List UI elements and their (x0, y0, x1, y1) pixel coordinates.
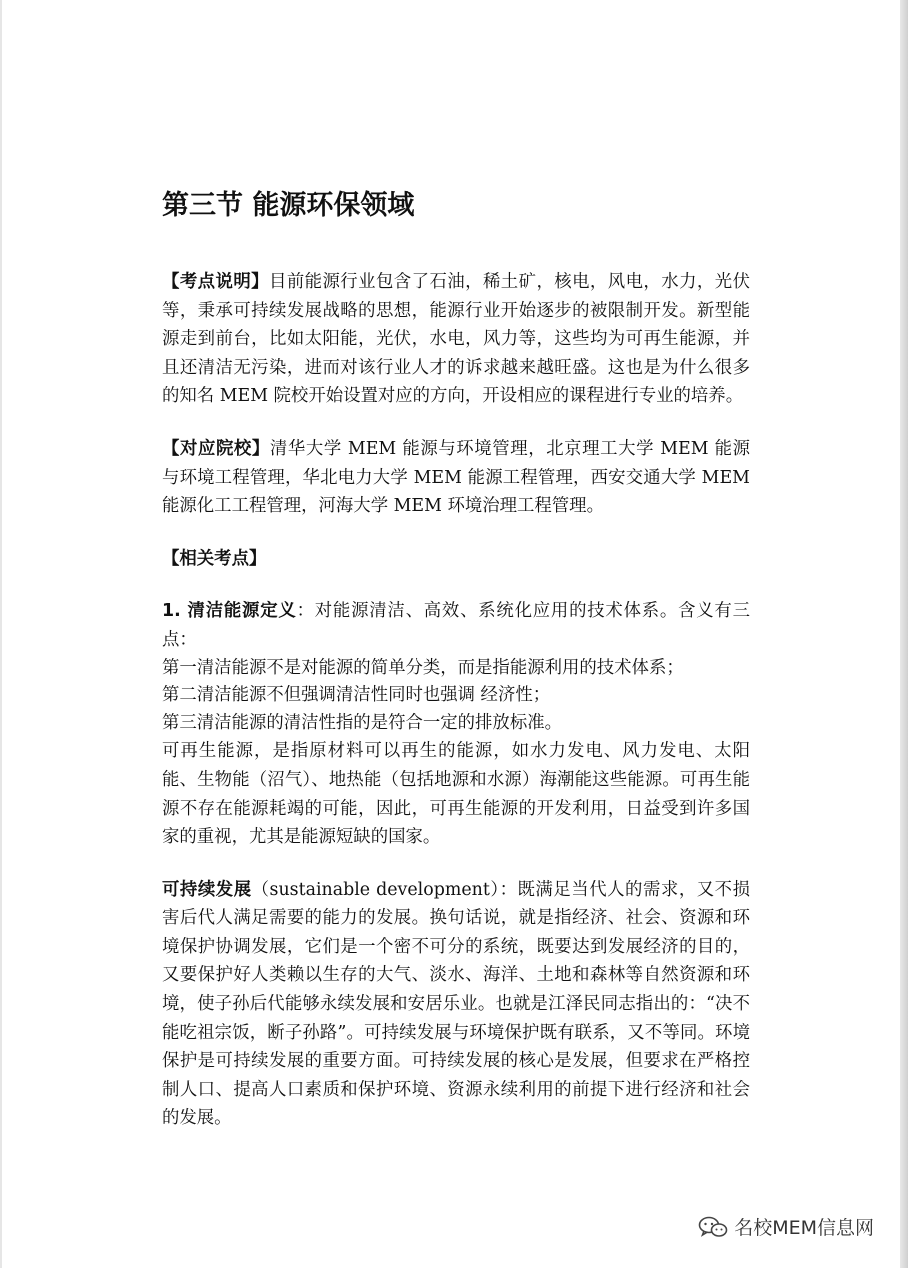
clean-energy-text: ：对能源清洁、高效、系统化应用的技术体系。含义有三点： (162, 601, 750, 650)
watermark-text: 名校MEM信息网 (734, 1217, 874, 1239)
clean-energy-line-3: 第三清洁能源的清洁性指的是符合一定的排放标准。 (162, 712, 562, 733)
schools-paragraph (162, 435, 750, 521)
clean-energy-line-1: 第一清洁能源不是对能源的简单分类，而是指能源利用的技术体系； (162, 657, 684, 678)
page-left-edge (0, 0, 2, 1268)
clean-energy-paragraph (162, 597, 750, 851)
related-points-heading (162, 545, 750, 574)
exam-notes-text: 目前能源行业包含了石油，稀土矿，核电，风电，水力，光伏等，秉承可持续发展战略的思想，能源行业开始逐步的被限制开发。新型能源走到前台，比如太阳能，光伏，水电，风力等，这些均为可再生能源，并且还清洁无污染，进而对该行业人才的诉求越来越旺盛。这也是为什么很多的知名 MEM 院校开始设置对应的方向，开设相应的课程进行专业的培养。 (162, 272, 750, 407)
page-right-edge (900, 0, 908, 1268)
clean-energy-line-2: 第二清洁能源不但强调清洁性同时也强调 经济性； (162, 685, 551, 706)
schools-text: 清华大学 MEM 能源与环境管理，北京理工大学 MEM 能源与环境工程管理，华北电力大学 MEM 能源工程管理，西安交通大学 MEM 能源化工工程管理，河海大学 MEM 环境治理工程管理。 (162, 438, 750, 517)
sustainable-development-label: 可持续发展 (162, 879, 252, 900)
related-points-label: 【相关考点】 (162, 548, 267, 569)
sustainable-development-paragraph (162, 876, 750, 1133)
source-watermark (698, 1213, 874, 1240)
document-body (162, 186, 750, 1133)
renewable-energy-text: 可再生能源，是指原材料可以再生的能源，如水力发电、风力发电、太阳能、生物能（沼气）、地热能（包括地源和水源）海潮能这些能源。可再生能源不存在能源耗竭的可能，因此，可再生能源的开发利用，日益受到许多国家的重视，尤其是能源短缺的国家。 (162, 741, 750, 848)
section-title: 第三节 能源环保领域 (162, 190, 415, 221)
exam-notes-label: 【考点说明】 (162, 272, 269, 292)
wechat-icon (698, 1215, 728, 1239)
sustainable-development-text: （sustainable development）：既满足当代人的需求，又不损害后代人满足需要的能力的发展。换句话说，就是指经济、社会、资源和环境保护协调发展，它们是一个密不可分的系统，既要达到发展经济的目的，又要保护好人类赖以生存的大气、淡水、海洋、土地和森林等自然资源和环境，使子孙后代能够永续发展和安居乐业。也就是江泽民同志指出的：“决不能吃祖宗饭，断子孙路”。可持续发展与环境保护既有联系，又不等同。环境保护是可持续发展的重要方面。可持续发展的核心是发展，但要求在严格控制人口、提高人口素质和保护环境、资源永续利用的前提下进行经济和社会的发展。 (162, 879, 750, 1129)
schools-label: 【对应院校】 (162, 438, 270, 459)
clean-energy-label: 1. 清洁能源定义 (162, 601, 297, 622)
exam-notes-paragraph (162, 268, 750, 411)
